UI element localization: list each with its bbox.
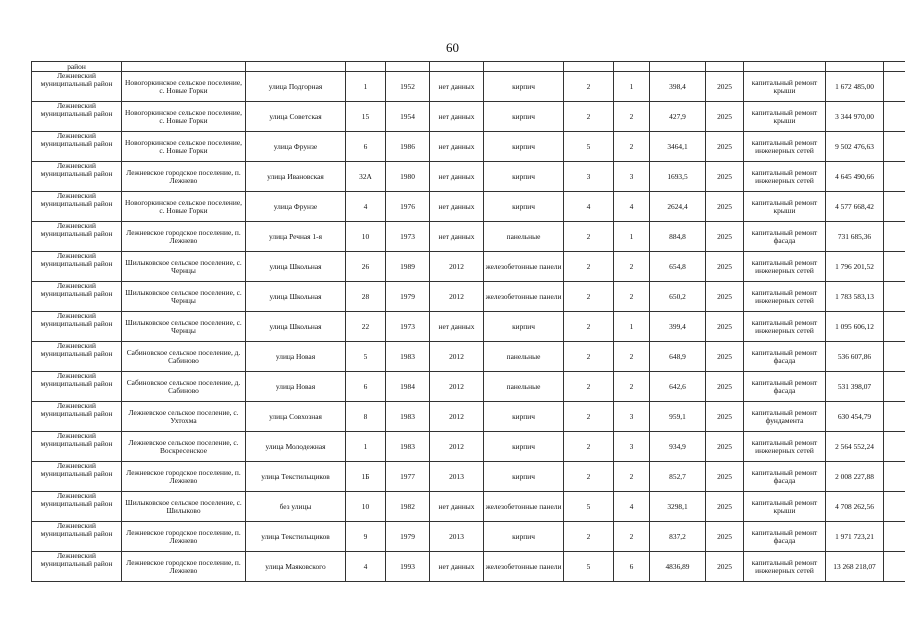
cell-build-year: 1983 (386, 432, 430, 462)
table-row (32, 372, 905, 402)
cell-settlement (122, 62, 246, 72)
cell-extra (884, 342, 905, 372)
cell-entrances: 2 (614, 132, 650, 162)
cell-district: Лежневский муниципальный район (32, 402, 122, 432)
cell-house-number: 10 (346, 492, 386, 522)
cell-district: район (32, 62, 122, 72)
cell-build-year: 1983 (386, 342, 430, 372)
cell-plan-year: 2025 (706, 192, 744, 222)
cell-cost: 536 607,86 (826, 342, 884, 372)
cell-settlement: Лежневское городское поселение, п. Лежнево (122, 522, 246, 552)
cell-wall-material: панельные (484, 222, 564, 252)
cell-house-number: 1Б (346, 462, 386, 492)
cell-last-repair-year: нет данных (430, 102, 484, 132)
cell-work-type: капитальный ремонт инженерных сетей (744, 552, 826, 582)
cell-floors: 2 (564, 462, 614, 492)
cell-build-year: 1993 (386, 552, 430, 582)
cell-work-type: капитальный ремонт фасада (744, 222, 826, 252)
cell-extra (884, 402, 905, 432)
cell-last-repair-year: нет данных (430, 492, 484, 522)
cell-build-year: 1984 (386, 372, 430, 402)
cell-district: Лежневский муниципальный район (32, 282, 122, 312)
cell-build-year: 1983 (386, 402, 430, 432)
cell-plan-year: 2025 (706, 72, 744, 102)
cell-settlement: Новогоркинское сельское поселение, с. Новые Горки (122, 102, 246, 132)
cell-build-year: 1989 (386, 252, 430, 282)
cell-settlement: Лежневское сельское поселение, с. Ухтохма (122, 402, 246, 432)
cell-house-number (346, 62, 386, 72)
cell-wall-material: кирпич (484, 402, 564, 432)
cell-district: Лежневский муниципальный район (32, 72, 122, 102)
cell-floors: 2 (564, 522, 614, 552)
cell-settlement: Новогоркинское сельское поселение, с. Новые Горки (122, 192, 246, 222)
cell-area (650, 62, 706, 72)
cell-area: 3298,1 (650, 492, 706, 522)
cell-settlement: Лежневское сельское поселение, с. Воскресенское (122, 432, 246, 462)
cell-street: без улицы (246, 492, 346, 522)
cell-house-number: 1 (346, 432, 386, 462)
cell-plan-year: 2025 (706, 462, 744, 492)
cell-last-repair-year: нет данных (430, 222, 484, 252)
cell-last-repair-year: 2012 (430, 402, 484, 432)
cell-last-repair-year: 2012 (430, 432, 484, 462)
cell-house-number: 4 (346, 552, 386, 582)
cell-settlement: Сабиновское сельское поселение, д. Сабиново (122, 342, 246, 372)
cell-extra (884, 162, 905, 192)
cell-plan-year: 2025 (706, 552, 744, 582)
cell-plan-year (706, 62, 744, 72)
table-row (32, 72, 905, 102)
cell-last-repair-year (430, 62, 484, 72)
cell-area: 399,4 (650, 312, 706, 342)
cell-wall-material: кирпич (484, 312, 564, 342)
cell-street (246, 62, 346, 72)
cell-floors: 2 (564, 252, 614, 282)
cell-last-repair-year: 2013 (430, 522, 484, 552)
cell-last-repair-year: 2013 (430, 462, 484, 492)
cell-wall-material: железобетонные панели (484, 252, 564, 282)
cell-settlement: Лежневское городское поселение, п. Лежнево (122, 162, 246, 192)
cell-street: улица Новая (246, 372, 346, 402)
cell-work-type: капитальный ремонт инженерных сетей (744, 162, 826, 192)
cell-extra (884, 492, 905, 522)
cell-area: 852,7 (650, 462, 706, 492)
cell-build-year: 1986 (386, 132, 430, 162)
table-row (32, 222, 905, 252)
cell-district: Лежневский муниципальный район (32, 252, 122, 282)
cell-extra (884, 372, 905, 402)
cell-entrances: 4 (614, 492, 650, 522)
cell-plan-year: 2025 (706, 282, 744, 312)
cell-district: Лежневский муниципальный район (32, 222, 122, 252)
cell-district: Лежневский муниципальный район (32, 372, 122, 402)
cell-area: 398,4 (650, 72, 706, 102)
cell-wall-material (484, 62, 564, 72)
cell-house-number: 5 (346, 342, 386, 372)
cell-wall-material: кирпич (484, 462, 564, 492)
cell-street: улица Текстильщиков (246, 462, 346, 492)
cell-area: 1693,5 (650, 162, 706, 192)
table-row (32, 492, 905, 522)
cell-house-number: 22 (346, 312, 386, 342)
cell-floors: 2 (564, 432, 614, 462)
cell-area: 2624,4 (650, 192, 706, 222)
cell-extra (884, 552, 905, 582)
cell-street: улица Школьная (246, 252, 346, 282)
cell-district: Лежневский муниципальный район (32, 522, 122, 552)
cell-floors: 2 (564, 402, 614, 432)
cell-district: Лежневский муниципальный район (32, 432, 122, 462)
cell-wall-material: кирпич (484, 102, 564, 132)
housing-repair-table (31, 61, 905, 582)
cell-cost: 2 564 552,24 (826, 432, 884, 462)
cell-wall-material: кирпич (484, 132, 564, 162)
cell-plan-year: 2025 (706, 222, 744, 252)
cell-work-type (744, 62, 826, 72)
cell-plan-year: 2025 (706, 162, 744, 192)
cell-last-repair-year: нет данных (430, 192, 484, 222)
cell-extra (884, 222, 905, 252)
cell-entrances: 2 (614, 462, 650, 492)
table-row (32, 192, 905, 222)
cell-extra (884, 462, 905, 492)
cell-settlement: Новогоркинское сельское поселение, с. Новые Горки (122, 132, 246, 162)
table-row (32, 552, 905, 582)
cell-cost: 630 454,79 (826, 402, 884, 432)
cell-entrances: 1 (614, 222, 650, 252)
cell-build-year: 1954 (386, 102, 430, 132)
cell-floors: 2 (564, 72, 614, 102)
cell-district: Лежневский муниципальный район (32, 342, 122, 372)
cell-extra (884, 282, 905, 312)
cell-wall-material: кирпич (484, 432, 564, 462)
cell-floors: 2 (564, 342, 614, 372)
cell-plan-year: 2025 (706, 432, 744, 462)
cell-last-repair-year: 2012 (430, 252, 484, 282)
table-row (32, 102, 905, 132)
table-row (32, 432, 905, 462)
cell-street: улица Школьная (246, 312, 346, 342)
cell-work-type: капитальный ремонт фундамента (744, 402, 826, 432)
cell-cost: 531 398,07 (826, 372, 884, 402)
cell-entrances: 2 (614, 102, 650, 132)
table-row (32, 402, 905, 432)
cell-district: Лежневский муниципальный район (32, 312, 122, 342)
cell-plan-year: 2025 (706, 522, 744, 552)
cell-plan-year: 2025 (706, 132, 744, 162)
cell-street: улица Школьная (246, 282, 346, 312)
cell-floors: 5 (564, 132, 614, 162)
cell-district: Лежневский муниципальный район (32, 462, 122, 492)
cell-cost: 4 708 262,56 (826, 492, 884, 522)
cell-build-year: 1979 (386, 282, 430, 312)
cell-cost: 1 971 723,21 (826, 522, 884, 552)
cell-extra (884, 132, 905, 162)
cell-district: Лежневский муниципальный район (32, 552, 122, 582)
cell-area: 650,2 (650, 282, 706, 312)
cell-cost: 1 672 485,00 (826, 72, 884, 102)
cell-area: 934,9 (650, 432, 706, 462)
cell-area: 884,8 (650, 222, 706, 252)
cell-build-year: 1979 (386, 522, 430, 552)
cell-house-number: 6 (346, 132, 386, 162)
cell-extra (884, 102, 905, 132)
page-number: 60 (446, 40, 459, 55)
cell-work-type: капитальный ремонт крыши (744, 102, 826, 132)
cell-work-type: капитальный ремонт инженерных сетей (744, 132, 826, 162)
cell-work-type: капитальный ремонт фасада (744, 342, 826, 372)
table-row (32, 252, 905, 282)
cell-plan-year: 2025 (706, 402, 744, 432)
cell-work-type: капитальный ремонт инженерных сетей (744, 312, 826, 342)
cell-build-year: 1973 (386, 312, 430, 342)
cell-cost: 4 577 668,42 (826, 192, 884, 222)
cell-house-number: 28 (346, 282, 386, 312)
cell-settlement: Шилыковское сельское поселение, с. Шилыково (122, 492, 246, 522)
cell-area: 837,2 (650, 522, 706, 552)
cell-plan-year: 2025 (706, 252, 744, 282)
cell-wall-material: панельные (484, 372, 564, 402)
cell-last-repair-year: нет данных (430, 132, 484, 162)
cell-floors: 4 (564, 192, 614, 222)
cell-floors: 5 (564, 552, 614, 582)
cell-house-number: 15 (346, 102, 386, 132)
cell-area: 959,1 (650, 402, 706, 432)
table-body (32, 62, 905, 582)
cell-street: улица Текстильщиков (246, 522, 346, 552)
cell-street: улица Подгорная (246, 72, 346, 102)
cell-house-number: 6 (346, 372, 386, 402)
cell-street: улица Молодежная (246, 432, 346, 462)
cell-cost: 1 095 606,12 (826, 312, 884, 342)
cell-cost: 13 268 218,07 (826, 552, 884, 582)
cell-cost: 2 008 227,88 (826, 462, 884, 492)
table-row (32, 132, 905, 162)
cell-extra (884, 432, 905, 462)
cell-entrances: 2 (614, 372, 650, 402)
cell-work-type: капитальный ремонт крыши (744, 192, 826, 222)
cell-house-number: 10 (346, 222, 386, 252)
cell-extra (884, 312, 905, 342)
cell-wall-material: кирпич (484, 522, 564, 552)
cell-entrances (614, 62, 650, 72)
cell-extra (884, 522, 905, 552)
cell-floors: 2 (564, 312, 614, 342)
cell-wall-material: железобетонные панели (484, 552, 564, 582)
cell-street: улица Совхозная (246, 402, 346, 432)
cell-floors: 2 (564, 222, 614, 252)
cell-settlement: Сабиновское сельское поселение, д. Сабиново (122, 372, 246, 402)
table-row (32, 162, 905, 192)
cell-plan-year: 2025 (706, 372, 744, 402)
cell-last-repair-year: нет данных (430, 162, 484, 192)
cell-plan-year: 2025 (706, 312, 744, 342)
table-row (32, 462, 905, 492)
cell-work-type: капитальный ремонт фасада (744, 372, 826, 402)
cell-floors: 2 (564, 282, 614, 312)
cell-street: улица Маяковского (246, 552, 346, 582)
cell-street: улица Речная 1-я (246, 222, 346, 252)
cell-street: улица Ивановская (246, 162, 346, 192)
table-row (32, 312, 905, 342)
cell-entrances: 2 (614, 342, 650, 372)
cell-last-repair-year: нет данных (430, 72, 484, 102)
cell-build-year: 1977 (386, 462, 430, 492)
cell-plan-year: 2025 (706, 102, 744, 132)
cell-build-year: 1982 (386, 492, 430, 522)
cell-last-repair-year: нет данных (430, 312, 484, 342)
cell-street: улица Советская (246, 102, 346, 132)
cell-district: Лежневский муниципальный район (32, 492, 122, 522)
cell-floors: 2 (564, 102, 614, 132)
cell-wall-material: панельные (484, 342, 564, 372)
cell-settlement: Лежневское городское поселение, п. Лежнево (122, 222, 246, 252)
cell-cost: 731 685,36 (826, 222, 884, 252)
cell-last-repair-year: 2012 (430, 372, 484, 402)
cell-build-year: 1952 (386, 72, 430, 102)
cell-build-year (386, 62, 430, 72)
cell-extra (884, 72, 905, 102)
cell-build-year: 1976 (386, 192, 430, 222)
cell-cost: 3 344 970,00 (826, 102, 884, 132)
cell-district: Лежневский муниципальный район (32, 192, 122, 222)
cell-work-type: капитальный ремонт фасада (744, 462, 826, 492)
cell-wall-material: кирпич (484, 162, 564, 192)
cell-house-number: 26 (346, 252, 386, 282)
cell-house-number: 9 (346, 522, 386, 552)
cell-cost: 1 796 201,52 (826, 252, 884, 282)
cell-extra (884, 252, 905, 282)
cell-street: улица Новая (246, 342, 346, 372)
cell-area: 642,6 (650, 372, 706, 402)
table-row-continuation (32, 62, 905, 72)
cell-floors: 2 (564, 372, 614, 402)
cell-entrances: 1 (614, 72, 650, 102)
cell-street: улица Фрунзе (246, 192, 346, 222)
cell-settlement: Лежневское городское поселение, п. Лежнево (122, 462, 246, 492)
cell-area: 648,9 (650, 342, 706, 372)
cell-entrances: 3 (614, 402, 650, 432)
cell-house-number: 8 (346, 402, 386, 432)
cell-district: Лежневский муниципальный район (32, 162, 122, 192)
table-row (32, 522, 905, 552)
cell-street: улица Фрунзе (246, 132, 346, 162)
cell-area: 427,9 (650, 102, 706, 132)
cell-work-type: капитальный ремонт инженерных сетей (744, 252, 826, 282)
cell-area: 3464,1 (650, 132, 706, 162)
cell-house-number: 4 (346, 192, 386, 222)
cell-house-number: 32А (346, 162, 386, 192)
cell-house-number: 1 (346, 72, 386, 102)
cell-settlement: Шилыковское сельское поселение, с. Чернцы (122, 312, 246, 342)
cell-floors (564, 62, 614, 72)
cell-entrances: 6 (614, 552, 650, 582)
cell-build-year: 1980 (386, 162, 430, 192)
cell-work-type: капитальный ремонт инженерных сетей (744, 432, 826, 462)
cell-cost: 4 645 490,66 (826, 162, 884, 192)
cell-district: Лежневский муниципальный район (32, 132, 122, 162)
cell-entrances: 3 (614, 162, 650, 192)
table-row (32, 282, 905, 312)
cell-cost (826, 62, 884, 72)
cell-wall-material: железобетонные панели (484, 282, 564, 312)
cell-area: 4836,89 (650, 552, 706, 582)
cell-plan-year: 2025 (706, 342, 744, 372)
cell-work-type: капитальный ремонт фасада (744, 522, 826, 552)
cell-wall-material: кирпич (484, 72, 564, 102)
cell-extra (884, 62, 905, 72)
cell-wall-material: железобетонные панели (484, 492, 564, 522)
cell-floors: 5 (564, 492, 614, 522)
cell-extra (884, 192, 905, 222)
cell-settlement: Новогоркинское сельское поселение, с. Новые Горки (122, 72, 246, 102)
cell-district: Лежневский муниципальный район (32, 102, 122, 132)
cell-settlement: Шилыковское сельское поселение, с. Чернцы (122, 282, 246, 312)
table-row (32, 342, 905, 372)
cell-settlement: Лежневское городское поселение, п. Лежнево (122, 552, 246, 582)
cell-work-type: капитальный ремонт крыши (744, 72, 826, 102)
cell-build-year: 1973 (386, 222, 430, 252)
cell-settlement: Шилыковское сельское поселение, с. Чернцы (122, 252, 246, 282)
cell-entrances: 2 (614, 252, 650, 282)
cell-area: 654,8 (650, 252, 706, 282)
cell-floors: 3 (564, 162, 614, 192)
cell-last-repair-year: 2012 (430, 282, 484, 312)
cell-entrances: 2 (614, 522, 650, 552)
cell-entrances: 3 (614, 432, 650, 462)
cell-cost: 1 783 583,13 (826, 282, 884, 312)
cell-entrances: 4 (614, 192, 650, 222)
cell-plan-year: 2025 (706, 492, 744, 522)
cell-last-repair-year: 2012 (430, 342, 484, 372)
cell-last-repair-year: нет данных (430, 552, 484, 582)
cell-entrances: 1 (614, 312, 650, 342)
cell-work-type: капитальный ремонт инженерных сетей (744, 282, 826, 312)
cell-entrances: 2 (614, 282, 650, 312)
cell-wall-material: кирпич (484, 192, 564, 222)
cell-work-type: капитальный ремонт крыши (744, 492, 826, 522)
cell-cost: 9 502 476,63 (826, 132, 884, 162)
